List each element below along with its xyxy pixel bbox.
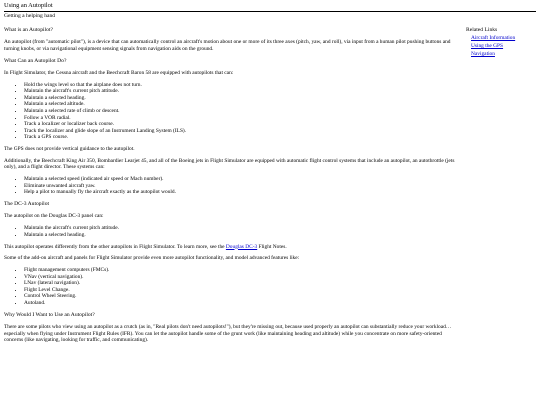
related-link-item: [471, 50, 538, 58]
section-heading: The DC-3 Autopilot: [4, 201, 50, 208]
section-heading: What is an Autopilot?: [4, 27, 53, 33]
list-item: • Eliminate unwanted aircraft yaw.: [24, 183, 462, 190]
header-divider: [4, 11, 536, 12]
list-item: • Maintain a selected speed (indicated air speed or Mach number).: [24, 176, 462, 183]
related-link-aircraft-information[interactable]: Aircraft Information: [471, 35, 516, 41]
paragraph: [4, 244, 462, 251]
paragraph: An autopilot (from "automatic pilot"), is a device that can automatically control an aircraft's motion about one or more of its three axes (pitch, yaw, and roll), via input from a human pilot pushing buttons and turning knobs, or via navigational equipment sensing signals from navigation aids on the ground.: [4, 39, 451, 52]
related-link-using-the-gps[interactable]: Using the GPS: [471, 43, 504, 49]
list-item: • Maintain a selected rate of climb or descent.: [24, 108, 462, 115]
bullet-list: [4, 176, 462, 196]
page-subtitle: Getting a helping hand: [4, 13, 56, 19]
list-item: • LNav (lateral navigation).: [24, 280, 462, 287]
list-item: • VNav (vertical navigation).: [24, 274, 462, 281]
related-link-item: [471, 42, 538, 50]
list-item: • Maintain the aircraft's current pitch attitude.: [24, 88, 462, 95]
list-item: • Flight Level Change.: [24, 287, 462, 294]
list-item: • Flight management computers (FMCs).: [24, 267, 462, 274]
bullet-list: [4, 225, 462, 238]
bullet-list: [4, 267, 462, 307]
page-header: [4, 2, 536, 20]
list-item: • Help a pilot to manually fly the aircraft exactly as the autopilot would.: [24, 189, 462, 196]
related-link-item: [471, 34, 538, 42]
list-item: • Maintain a selected altitude.: [24, 101, 462, 108]
related-links-panel: [466, 27, 538, 58]
list-item: • Hold the wings level so that the airplane does not turn.: [24, 82, 462, 89]
list-item: • Track the localizer and glide slope of an Instrument Landing System (ILS).: [24, 128, 462, 135]
text-span: This autopilot operates differently from the other autopilots in Flight Simulator. To learn more, see the: [4, 243, 226, 250]
list-item: • Track a localizer or localizer back course.: [24, 121, 462, 128]
paragraph: The autopilot on the Douglas DC-3 panel can:: [4, 213, 104, 220]
list-item: • Maintain a selected heading.: [24, 95, 462, 102]
related-link-navigation[interactable]: Navigation: [471, 51, 495, 57]
list-item: • Track a GPS course.: [24, 134, 462, 141]
paragraph: In Flight Simulator, the Cessna aircraft and the Beechcraft Baron 58 are equipped with autopilots that can:: [4, 69, 234, 76]
list-item: • Autoland.: [24, 300, 462, 307]
list-item: • Control Wheel Steering.: [24, 293, 462, 300]
bullet-list: [4, 82, 462, 141]
text-span: Flight Notes.: [257, 243, 287, 250]
article-body: [4, 27, 462, 349]
paragraph: Additionally, the Beechcraft King Air 350, Bombardier Learjet 45, and all of the Boeing jets in Flight Simulator are equipped with automatic flight control systems that include an autopilot, an autothrottle (jets only), and a flight director. These systems can:: [4, 157, 455, 171]
related-links-list: [466, 34, 538, 58]
paragraph: Some of the add-on aircraft and panels for Flight Simulator provide even more autopilot functionality, and model advanced features like:: [4, 255, 300, 262]
section-heading: Why Would I Want to Use an Autopilot?: [4, 311, 95, 318]
list-item: • Maintain a selected heading.: [24, 232, 462, 239]
paragraph: There are some pilots who view using an autopilot as a crutch (as in, "Real pilots don't need autopilots!"), but they're missing out, because used properly an autopilot can substantially reduce your workload…especially when flying under Instrument Flight Rules (IFR). You can let the autopilot handle some of the grunt work (like maintaining heading and altitude) while you concentrate on more safety-oriented concerns (like navigating, looking for traffic, and communicating).: [4, 324, 452, 344]
paragraph: The GPS does not provide vertical guidance to the autopilot.: [4, 146, 135, 153]
list-item: • Maintain the aircraft's current pitch attitude.: [24, 225, 462, 232]
list-item: • Follow a VOR radial.: [24, 115, 462, 122]
related-links-title: Related Links: [466, 27, 498, 33]
page-title: Using an Autopilot: [4, 2, 53, 9]
section-heading: What Can an Autopilot Do?: [4, 57, 67, 64]
douglas-dc3-link[interactable]: Douglas DC-3: [225, 243, 258, 250]
